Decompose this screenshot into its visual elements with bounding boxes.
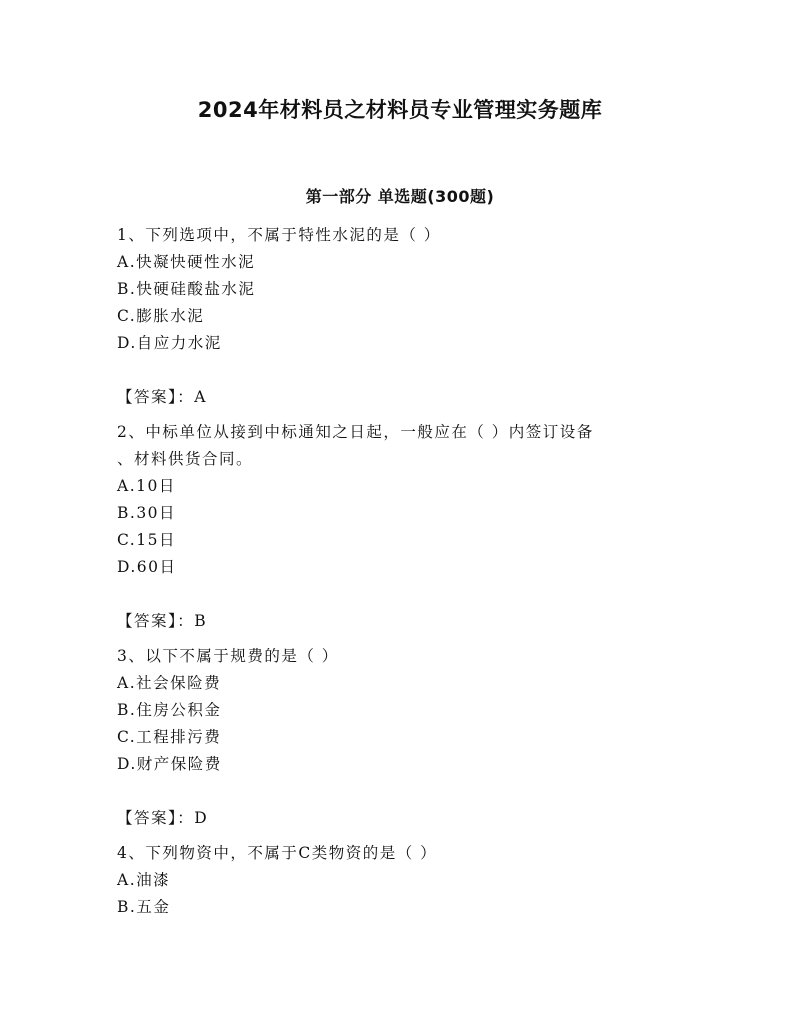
question-item	[117, 643, 687, 832]
option-a: A.快凝快硬性水泥	[117, 253, 256, 271]
option-c: C.工程排污费	[117, 728, 222, 746]
answer-label: 【答案】：	[117, 809, 195, 827]
option-a: A.社会保险费	[117, 674, 222, 692]
answer-label: 【答案】：	[117, 388, 195, 406]
answer-line	[117, 608, 687, 635]
option-b: B.五金	[117, 898, 171, 916]
question-stem: 4、下列物资中，不属于C类物资的是（ ）	[117, 844, 438, 862]
answer-value: D	[194, 809, 209, 827]
option-d: D.自应力水泥	[117, 334, 222, 352]
question-stem: 2、中标单位从接到中标通知之日起，一般应在（ ）内签订设备	[117, 423, 594, 441]
option-b: B.住房公积金	[117, 701, 222, 719]
option-c: C.15日	[117, 531, 176, 549]
document-title: 2024年材料员之材料员专业管理实务题库	[197, 98, 603, 122]
option-d: D.财产保险费	[117, 755, 222, 773]
question-list	[117, 222, 687, 921]
question-item	[117, 840, 687, 921]
question-stem-continued: 、材料供货合同。	[117, 450, 254, 468]
option-b: B.快硬硅酸盐水泥	[117, 280, 256, 298]
answer-value: A	[194, 388, 207, 406]
answer-label: 【答案】：	[117, 612, 195, 630]
question-item	[117, 419, 687, 635]
question-stem: 3、以下不属于规费的是（ ）	[117, 647, 339, 665]
option-a: A.油漆	[117, 871, 171, 889]
option-c: C.膨胀水泥	[117, 307, 205, 325]
option-d: D.60日	[117, 558, 177, 576]
question-stem: 1、下列选项中，不属于特性水泥的是（ ）	[117, 226, 441, 244]
section-heading: 第一部分 单选题(300题)	[305, 187, 495, 206]
answer-value: B	[194, 612, 208, 630]
option-b: B.30日	[117, 504, 177, 522]
answer-line	[117, 805, 687, 832]
question-item	[117, 222, 687, 411]
option-a: A.10日	[117, 477, 176, 495]
answer-line	[117, 384, 687, 411]
